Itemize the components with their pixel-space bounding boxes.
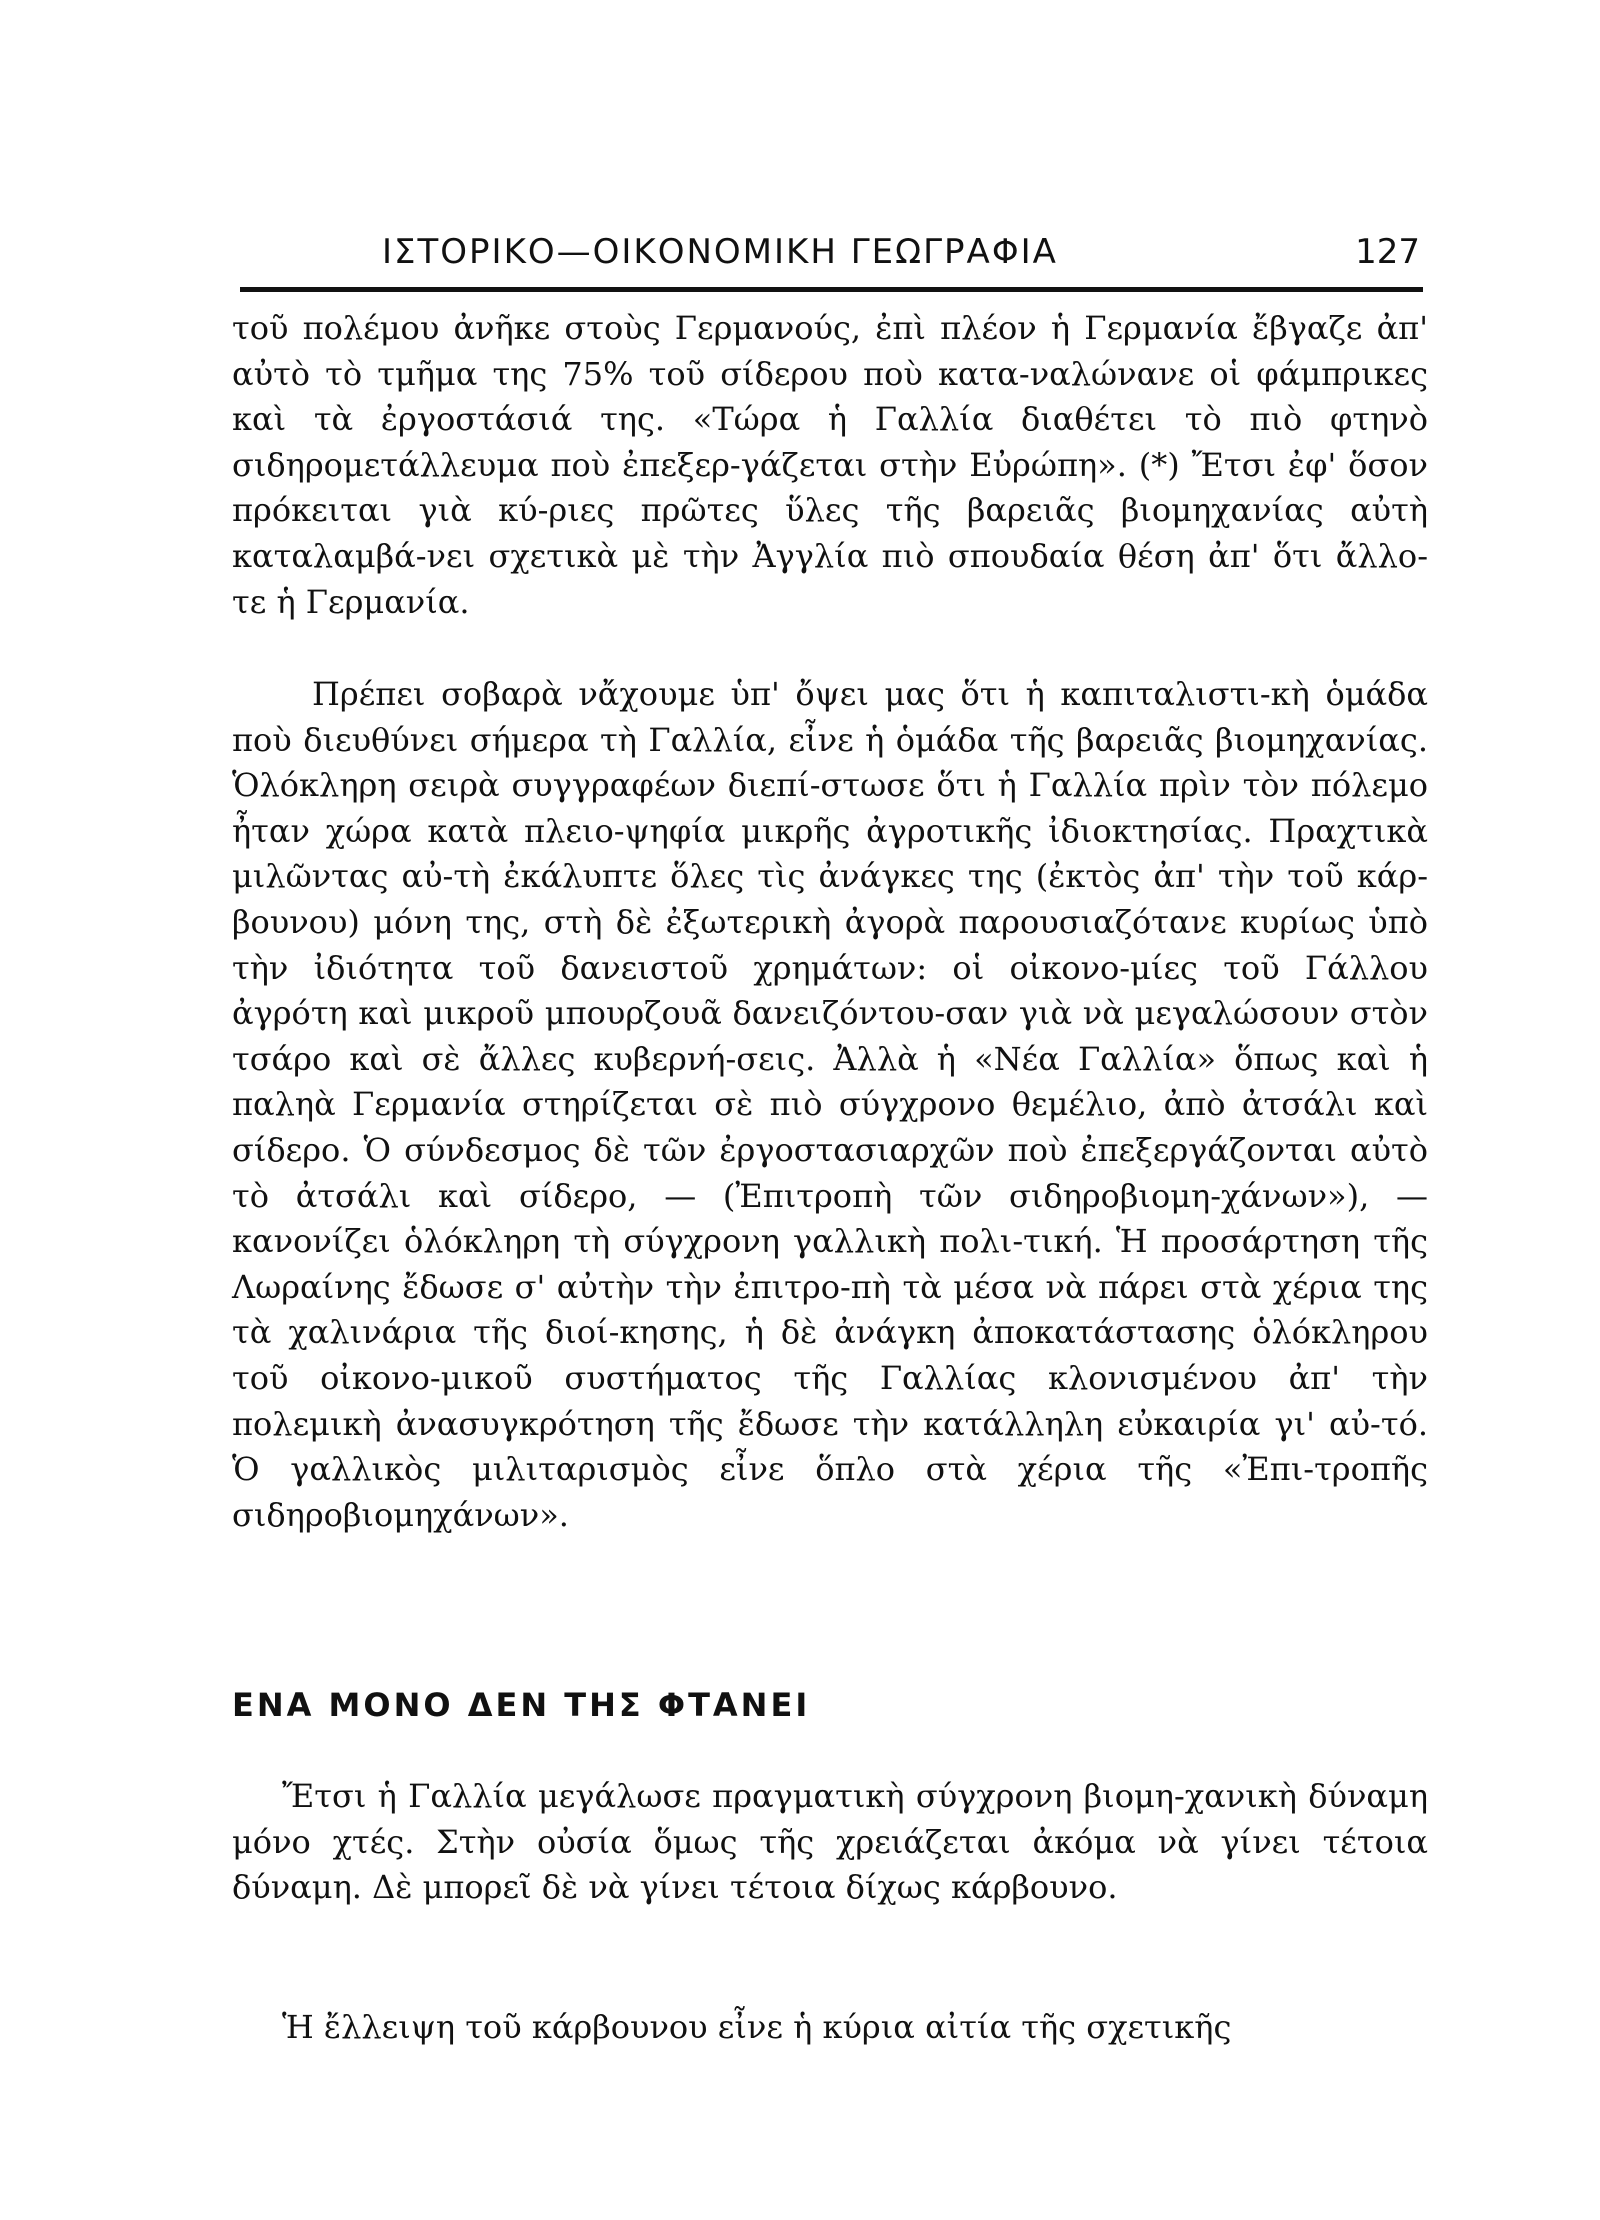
- paragraph-4: Ἡ ἔλλειψη τοῦ κάρβουνου εἶνε ἡ κύρια αἰτία τῆς σχετικῆς: [282, 2008, 1232, 2046]
- paragraph-1: τοῦ πολέμου ἀνῆκε στοὺς Γερμανούς, ἐπὶ πλέον ἡ Γερμανία ἔβγαζε ἀπ' αὐτὸ τὸ τμῆμα της 75% τοῦ σίδερου ποὺ κατα-ναλώνανε οἱ φάμπρικες καὶ τὰ ἐργοστάσιά της. «Τώρα ἡ Γαλλία διαθέτει τὸ πιὸ φτηνὸ σιδηρομετάλλευμα ποὺ ἐπεξερ-γάζεται στὴν Εὐρώπη». (*) Ἔτσι ἐφ' ὅσον πρόκειται γιὰ κύ-ριες πρῶτες ὕλες τῆς βαρειᾶς βιομηχανίας αὐτὴ καταλαμβά-νει σχετικὰ μὲ τὴν Ἀγγλία πιὸ σπουδαία θέση ἀπ' ὅτι ἄλλο-τε ἡ Γερμανία.: [232, 309, 1428, 621]
- running-header: [240, 232, 1420, 282]
- header-rule: [240, 287, 1423, 292]
- section-heading: ΕΝΑ ΜΟΝΟ ΔΕΝ ΤΗΣ ΦΤΑΝΕΙ: [232, 1686, 811, 1724]
- paragraph-2: Πρέπει σοβαρὰ νἄχουμε ὑπ' ὄψει μας ὅτι ἡ καπιταλιστι-κὴ ὁμάδα ποὺ διευθύνει σήμερα τὴ Γαλλία, εἶνε ἡ ὁμάδα τῆς βαρειᾶς βιομηχανίας. Ὁλόκληρη σειρὰ συγγραφέων διεπί-στωσε ὅτι ἡ Γαλλία πρὶν τὸν πόλεμο ἦταν χώρα κατὰ πλειο-ψηφία μικρῆς ἀγροτικῆς ἰδιοκτησίας. Πραχτικὰ μιλῶντας αὐ-τὴ ἐκάλυπτε ὅλες τὶς ἀνάγκες της (ἐκτὸς ἀπ' τὴν τοῦ κάρ-βουνου) μόνη της, στὴ δὲ ἐξωτερικὴ ἀγορὰ παρουσιαζότανε κυρίως ὑπὸ τὴν ἰδιότητα τοῦ δανειστοῦ χρημάτων: οἱ οἰκονο-μίες τοῦ Γάλλου ἀγρότη καὶ μικροῦ μπουρζουᾶ δανειζόντου-σαν γιὰ νὰ μεγαλώσουν στὸν τσάρο καὶ σὲ ἄλλες κυβερνή-σεις. Ἀλλὰ ἡ «Νέα Γαλλία» ὅπως καὶ ἡ παληὰ Γερμανία στηρίζεται σὲ πιὸ σύγχρονο θεμέλιο, ἀπὸ ἀτσάλι καὶ σίδερο. Ὁ σύνδεσμος δὲ τῶν ἐργοστασιαρχῶν ποὺ ἐπεξεργάζονται αὐτὸ τὸ ἀτσάλι καὶ σίδερο, — (Ἐπιτροπὴ τῶν σιδηροβιομη-χάνων»), — κανονίζει ὁλόκληρη τὴ σύγχρονη γαλλικὴ πολι-τική. Ἡ προσάρτηση τῆς Λωραίνης ἔδωσε σ' αὐτὴν τὴν ἐπιτρο-πὴ τὰ μέσα νὰ πάρει στὰ χέρια της τὰ χαλινάρια τῆς διοί-κησης, ἡ δὲ ἀνάγκη ἀποκατάστασης ὁλόκληρου τοῦ οἰκονο-μικοῦ συστήματος τῆς Γαλλίας κλονισμένου ἀπ' τὴν πολεμικὴ ἀνασυγκρότηση τῆς ἔδωσε τὴν κατάλληλη εὐκαιρία γι' αὐ-τό. Ὁ γαλλικὸς μιλιταρισμὸς εἶνε ὅπλο στὰ χέρια τῆς «Ἐπι-τροπῆς σιδηροβιομηχάνων».: [232, 675, 1428, 1534]
- page-number: 127: [1355, 232, 1420, 272]
- running-title: ΙΣΤΟΡΙΚΟ—ΟΙΚΟΝΟΜΙΚΗ ΓΕΩΓΡΑΦΙΑ: [382, 232, 1058, 272]
- paragraph-3: Ἔτσι ἡ Γαλλία μεγάλωσε πραγματικὴ σύγχρονη βιομη-χανικὴ δύναμη μόνο χτές. Στὴν οὐσία ὅμως τῆς χρειάζεται ἀκόμα νὰ γίνει τέτοια δύναμη. Δὲ μπορεῖ δὲ νὰ γίνει τέτοια δίχως κάρβουνο.: [232, 1777, 1428, 1907]
